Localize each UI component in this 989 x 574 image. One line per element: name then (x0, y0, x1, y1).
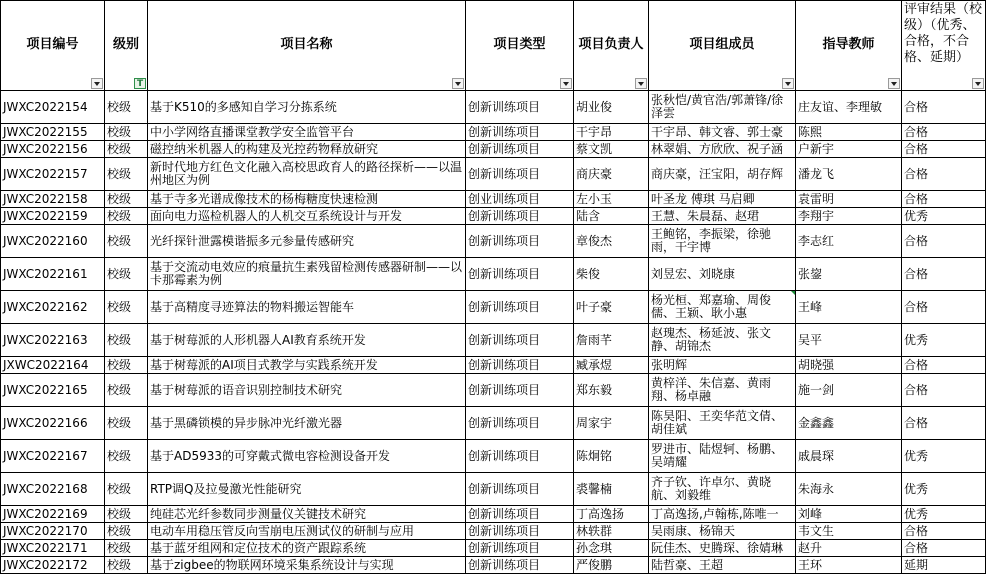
cell-members[interactable]: 陈昊阳、王奕华范文倩、胡佳斌 (649, 407, 796, 440)
header-leader-label: 项目负责人 (578, 37, 644, 52)
cell-leader[interactable]: 孙念琪 (574, 540, 649, 557)
filter-dropdown-icon[interactable] (635, 78, 647, 89)
cell-advisor[interactable]: 李志红 (796, 225, 902, 258)
cell-level[interactable]: 校级 (105, 124, 148, 141)
table-row (1, 124, 986, 141)
cell-name[interactable]: 纯硅芯光纤参数同步测量仪关键技术研究 (148, 506, 466, 523)
cell-id[interactable]: JWXC2022168 (1, 473, 105, 506)
cell-type[interactable]: 创新训练项目 (466, 523, 574, 540)
cell-leader[interactable]: 臧承煜 (574, 357, 649, 374)
header-advisor-label: 指导教师 (822, 37, 875, 52)
cell-type[interactable]: 创新训练项目 (466, 124, 574, 141)
cell-members[interactable]: 刘昱宏、刘晓康 (649, 258, 796, 291)
cell-advisor[interactable]: 王环 (796, 557, 902, 574)
cell-id[interactable]: JWXC2022157 (1, 158, 105, 191)
cell-name[interactable]: 基于K510的多感知自学习分拣系统 (148, 91, 466, 124)
cell-members[interactable]: 杨光桓、郑嘉瑜、周俊儒、王颖、耿小惠 (649, 291, 796, 324)
cell-level[interactable]: 校级 (105, 291, 148, 324)
cell-advisor[interactable]: 朱海永 (796, 473, 902, 506)
cell-type[interactable]: 创新训练项目 (466, 225, 574, 258)
cell-members[interactable]: 齐子钦、许卓尔、黄晓航、刘毅维 (649, 473, 796, 506)
header-name-label: 项目名称 (280, 37, 333, 52)
cell-leader[interactable]: 左小玉 (574, 191, 649, 208)
cell-advisor[interactable]: 金鑫鑫 (796, 407, 902, 440)
cell-id[interactable]: JWXC2022166 (1, 407, 105, 440)
header-members (649, 1, 796, 91)
cell-leader[interactable]: 郑东毅 (574, 374, 649, 407)
header-id-label: 项目编号 (26, 37, 79, 52)
header-type-label: 项目类型 (493, 37, 546, 52)
table-row (1, 557, 986, 574)
cell-id[interactable]: JWXC2022159 (1, 208, 105, 225)
cell-advisor[interactable]: 户新宇 (796, 141, 902, 158)
header-advisor (796, 1, 902, 91)
cell-type[interactable]: 创新训练项目 (466, 473, 574, 506)
cell-type[interactable]: 创新训练项目 (466, 208, 574, 225)
header-type (466, 1, 574, 91)
cell-level[interactable]: 校级 (105, 357, 148, 374)
cell-indicator-icon (791, 291, 795, 295)
cell-advisor[interactable]: 胡晓强 (796, 357, 902, 374)
cell-leader[interactable]: 林轶群 (574, 523, 649, 540)
cell-id[interactable]: JWXC2022161 (1, 258, 105, 291)
cell-members[interactable]: 陆哲豪、王超 (649, 557, 796, 574)
table-row (1, 91, 986, 124)
cell-type[interactable]: 创新训练项目 (466, 357, 574, 374)
filter-dropdown-icon[interactable] (888, 78, 900, 89)
cell-name[interactable]: 磁控纳米机器人的构建及光控药物释放研究 (148, 141, 466, 158)
cell-result[interactable]: 合格 (902, 124, 986, 141)
cell-result[interactable]: 合格 (902, 407, 986, 440)
header-name (148, 1, 466, 91)
cell-name[interactable]: 面向电力巡检机器人的人机交互系统设计与开发 (148, 208, 466, 225)
cell-type[interactable]: 创新训练项目 (466, 557, 574, 574)
cell-advisor[interactable]: 赵升 (796, 540, 902, 557)
cell-result[interactable]: 合格 (902, 258, 986, 291)
cell-members[interactable]: 林翠娟、方欣欣、祝子涵 (649, 141, 796, 158)
filter-dropdown-icon[interactable] (782, 78, 794, 89)
cell-members[interactable]: 罗进市、陆煜轲、杨鹏、吴靖耀 (649, 440, 796, 473)
table-row (1, 141, 986, 158)
cell-name[interactable]: 基于蓝牙组网和定位技术的资产跟踪系统 (148, 540, 466, 557)
cell-type[interactable]: 创新训练项目 (466, 258, 574, 291)
cell-result[interactable]: 合格 (902, 523, 986, 540)
cell-advisor[interactable]: 袁雷明 (796, 191, 902, 208)
cell-id[interactable]: JWXC2022167 (1, 440, 105, 473)
cell-level[interactable]: 校级 (105, 506, 148, 523)
table-row (1, 374, 986, 407)
cell-leader[interactable]: 裘馨楠 (574, 473, 649, 506)
cell-name[interactable]: 基于树莓派的AI项目式教学与实践系统开发 (148, 357, 466, 374)
cell-result[interactable]: 优秀 (902, 208, 986, 225)
cell-level[interactable]: 校级 (105, 440, 148, 473)
cell-type[interactable]: 创新训练项目 (466, 158, 574, 191)
cell-result[interactable]: 合格 (902, 191, 986, 208)
cell-result[interactable]: 合格 (902, 291, 986, 324)
cell-id[interactable]: JWXC2022155 (1, 124, 105, 141)
filter-dropdown-icon[interactable] (972, 78, 984, 89)
cell-name[interactable]: 基于寺多光谱成像技术的杨梅糖度快速检测 (148, 191, 466, 208)
cell-members[interactable]: 张明辉 (649, 357, 796, 374)
cell-type[interactable]: 创新训练项目 (466, 324, 574, 357)
active-filter-icon[interactable] (134, 78, 146, 89)
cell-name[interactable]: 基于AD5933的可穿戴式微电容检测设备开发 (148, 440, 466, 473)
cell-result[interactable]: 优秀 (902, 473, 986, 506)
cell-level[interactable]: 校级 (105, 540, 148, 557)
cell-leader[interactable]: 周家宇 (574, 407, 649, 440)
cell-id[interactable]: JWXC2022156 (1, 141, 105, 158)
header-result (902, 1, 986, 91)
cell-leader[interactable]: 丁高逸扬 (574, 506, 649, 523)
cell-name[interactable]: 新时代地方红色文化融入高校思政育人的路径探析——以温州地区为例 (148, 158, 466, 191)
cell-result[interactable]: 合格 (902, 225, 986, 258)
cell-id[interactable]: JWXC2022169 (1, 506, 105, 523)
cell-advisor[interactable]: 王峰 (796, 291, 902, 324)
table-row (1, 258, 986, 291)
header-id (1, 1, 105, 91)
header-level-label: 级别 (112, 37, 139, 52)
cell-level[interactable]: 校级 (105, 158, 148, 191)
cell-members[interactable]: 王慧、朱晨磊、赵珺 (649, 208, 796, 225)
cell-id[interactable]: JWXC2022171 (1, 540, 105, 557)
cell-result[interactable]: 优秀 (902, 506, 986, 523)
header-members-label: 项目组成员 (689, 37, 755, 52)
cell-leader[interactable]: 干宇昂 (574, 124, 649, 141)
cell-name[interactable]: 基于交流动电效应的痕量抗生素残留检测传感器研制——以卡那霉素为例 (148, 258, 466, 291)
filter-dropdown-icon[interactable] (91, 78, 103, 89)
cell-level[interactable]: 校级 (105, 557, 148, 574)
cell-name[interactable]: 光纤探针泄露模谐振多元参量传感研究 (148, 225, 466, 258)
cell-name[interactable]: 基于黑磷锁模的异步脉冲光纤激光器 (148, 407, 466, 440)
table-row (1, 225, 986, 258)
cell-type[interactable]: 创新训练项目 (466, 374, 574, 407)
cell-advisor[interactable]: 张鋆 (796, 258, 902, 291)
cell-name[interactable]: RTP调Q及拉曼激光性能研究 (148, 473, 466, 506)
table-row (1, 158, 986, 191)
filter-dropdown-icon[interactable] (452, 78, 464, 89)
cell-id[interactable]: JWXC2022160 (1, 225, 105, 258)
cell-advisor[interactable]: 潘龙飞 (796, 158, 902, 191)
table-row (1, 291, 986, 324)
cell-level[interactable]: 校级 (105, 473, 148, 506)
table-row (1, 506, 986, 523)
cell-result[interactable]: 合格 (902, 91, 986, 124)
cell-result[interactable]: 合格 (902, 540, 986, 557)
table-row (1, 191, 986, 208)
cell-advisor[interactable]: 韦文生 (796, 523, 902, 540)
cell-type[interactable]: 创新训练项目 (466, 291, 574, 324)
cell-type[interactable]: 创新训练项目 (466, 540, 574, 557)
header-result-label: 评审结果（校级）（优秀、合格，不合格、延期） (904, 2, 983, 65)
cell-leader[interactable]: 胡业俊 (574, 91, 649, 124)
cell-result[interactable]: 优秀 (902, 324, 986, 357)
cell-members[interactable]: 赵瑰杰、杨延波、张文静、胡锦杰 (649, 324, 796, 357)
cell-result[interactable]: 延期 (902, 557, 986, 574)
cell-type[interactable]: 创新训练项目 (466, 440, 574, 473)
cell-name[interactable]: 基于高精度寻迹算法的物料搬运智能车 (148, 291, 466, 324)
cell-name[interactable]: 基于树莓派的人形机器人AI教育系统开发 (148, 324, 466, 357)
cell-level[interactable]: 校级 (105, 191, 148, 208)
cell-name[interactable]: 基于zigbee的物联网环境采集系统设计与实现 (148, 557, 466, 574)
cell-members[interactable]: 黄梓洋、朱信嘉、黄雨翔、杨卓融 (649, 374, 796, 407)
cell-advisor[interactable]: 李翔宇 (796, 208, 902, 225)
table-row (1, 540, 986, 557)
cell-id[interactable]: JWXC2022170 (1, 523, 105, 540)
cell-result[interactable]: 优秀 (902, 440, 986, 473)
cell-id[interactable]: JWXC2022165 (1, 374, 105, 407)
cell-level[interactable]: 校级 (105, 141, 148, 158)
cell-members[interactable]: 张秋恺/黄官浩/郭萧锋/徐泽雲 (649, 91, 796, 124)
cell-members[interactable]: 叶圣龙 傅琪 马启卿 (649, 191, 796, 208)
table-row (1, 440, 986, 473)
cell-result[interactable]: 合格 (902, 357, 986, 374)
cell-advisor[interactable]: 刘峰 (796, 506, 902, 523)
cell-leader[interactable]: 蔡文凯 (574, 141, 649, 158)
cell-advisor[interactable]: 施一剑 (796, 374, 902, 407)
cell-id[interactable]: JWXC2022158 (1, 191, 105, 208)
cell-type[interactable]: 创新训练项目 (466, 506, 574, 523)
cell-id[interactable]: JWXC2022162 (1, 291, 105, 324)
cell-level[interactable]: 校级 (105, 208, 148, 225)
filter-dropdown-icon[interactable] (560, 78, 572, 89)
table-row (1, 407, 986, 440)
header-row (1, 1, 986, 91)
cell-result[interactable]: 合格 (902, 141, 986, 158)
cell-name[interactable]: 电动车用稳压管反向雪崩电压测试仪的研制与应用 (148, 523, 466, 540)
cell-level[interactable]: 校级 (105, 324, 148, 357)
cell-id[interactable]: JWXC2022172 (1, 557, 105, 574)
cell-leader[interactable]: 陈炯铭 (574, 440, 649, 473)
cell-id[interactable]: JWXC2022163 (1, 324, 105, 357)
table-row (1, 208, 986, 225)
cell-result[interactable]: 合格 (902, 374, 986, 407)
cell-leader[interactable]: 詹雨芊 (574, 324, 649, 357)
cell-result[interactable]: 合格 (902, 158, 986, 191)
cell-id[interactable]: JXWC2022164 (1, 357, 105, 374)
cell-level[interactable]: 校级 (105, 225, 148, 258)
cell-level[interactable]: 校级 (105, 407, 148, 440)
cell-leader[interactable]: 陆含 (574, 208, 649, 225)
cell-members[interactable]: 商庆豪，汪宝阳，胡存辉 (649, 158, 796, 191)
cell-level[interactable]: 校级 (105, 91, 148, 124)
cell-leader[interactable]: 严俊鹏 (574, 557, 649, 574)
cell-members[interactable]: 阮佳杰、史腾琛、徐婧琳 (649, 540, 796, 557)
header-level (105, 1, 148, 91)
cell-level[interactable]: 校级 (105, 374, 148, 407)
cell-members[interactable]: 丁高逸扬,卢翰栋,陈唯一 (649, 506, 796, 523)
table-row (1, 473, 986, 506)
header-leader (574, 1, 649, 91)
cell-advisor[interactable]: 戚晨琛 (796, 440, 902, 473)
cell-leader[interactable]: 叶子豪 (574, 291, 649, 324)
table-row (1, 324, 986, 357)
cell-name[interactable]: 中小学网络直播课堂教学安全监管平台 (148, 124, 466, 141)
cell-id[interactable]: JWXC2022154 (1, 91, 105, 124)
cell-leader[interactable]: 章俊杰 (574, 225, 649, 258)
cell-level[interactable]: 校级 (105, 258, 148, 291)
cell-leader[interactable]: 商庆豪 (574, 158, 649, 191)
cell-type[interactable]: 创新训练项目 (466, 91, 574, 124)
cell-type[interactable]: 创新训练项目 (466, 141, 574, 158)
cell-type[interactable]: 创业训练项目 (466, 191, 574, 208)
table-row (1, 523, 986, 540)
cell-level[interactable]: 校级 (105, 523, 148, 540)
cell-leader[interactable]: 柴俊 (574, 258, 649, 291)
table-row (1, 357, 986, 374)
cell-members[interactable]: 王鲍铭，李振梁，徐驰雨，干宇博 (649, 225, 796, 258)
cell-members[interactable]: 吴雨康、杨锦天 (649, 523, 796, 540)
cell-type[interactable]: 创新训练项目 (466, 407, 574, 440)
cell-advisor[interactable]: 庄友谊、李理敏 (796, 91, 902, 124)
cell-members[interactable]: 干宇昂、韩文睿、郭士豪 (649, 124, 796, 141)
cell-advisor[interactable]: 陈熙 (796, 124, 902, 141)
cell-name[interactable]: 基于树莓派的语音识别控制技术研究 (148, 374, 466, 407)
cell-advisor[interactable]: 吴平 (796, 324, 902, 357)
